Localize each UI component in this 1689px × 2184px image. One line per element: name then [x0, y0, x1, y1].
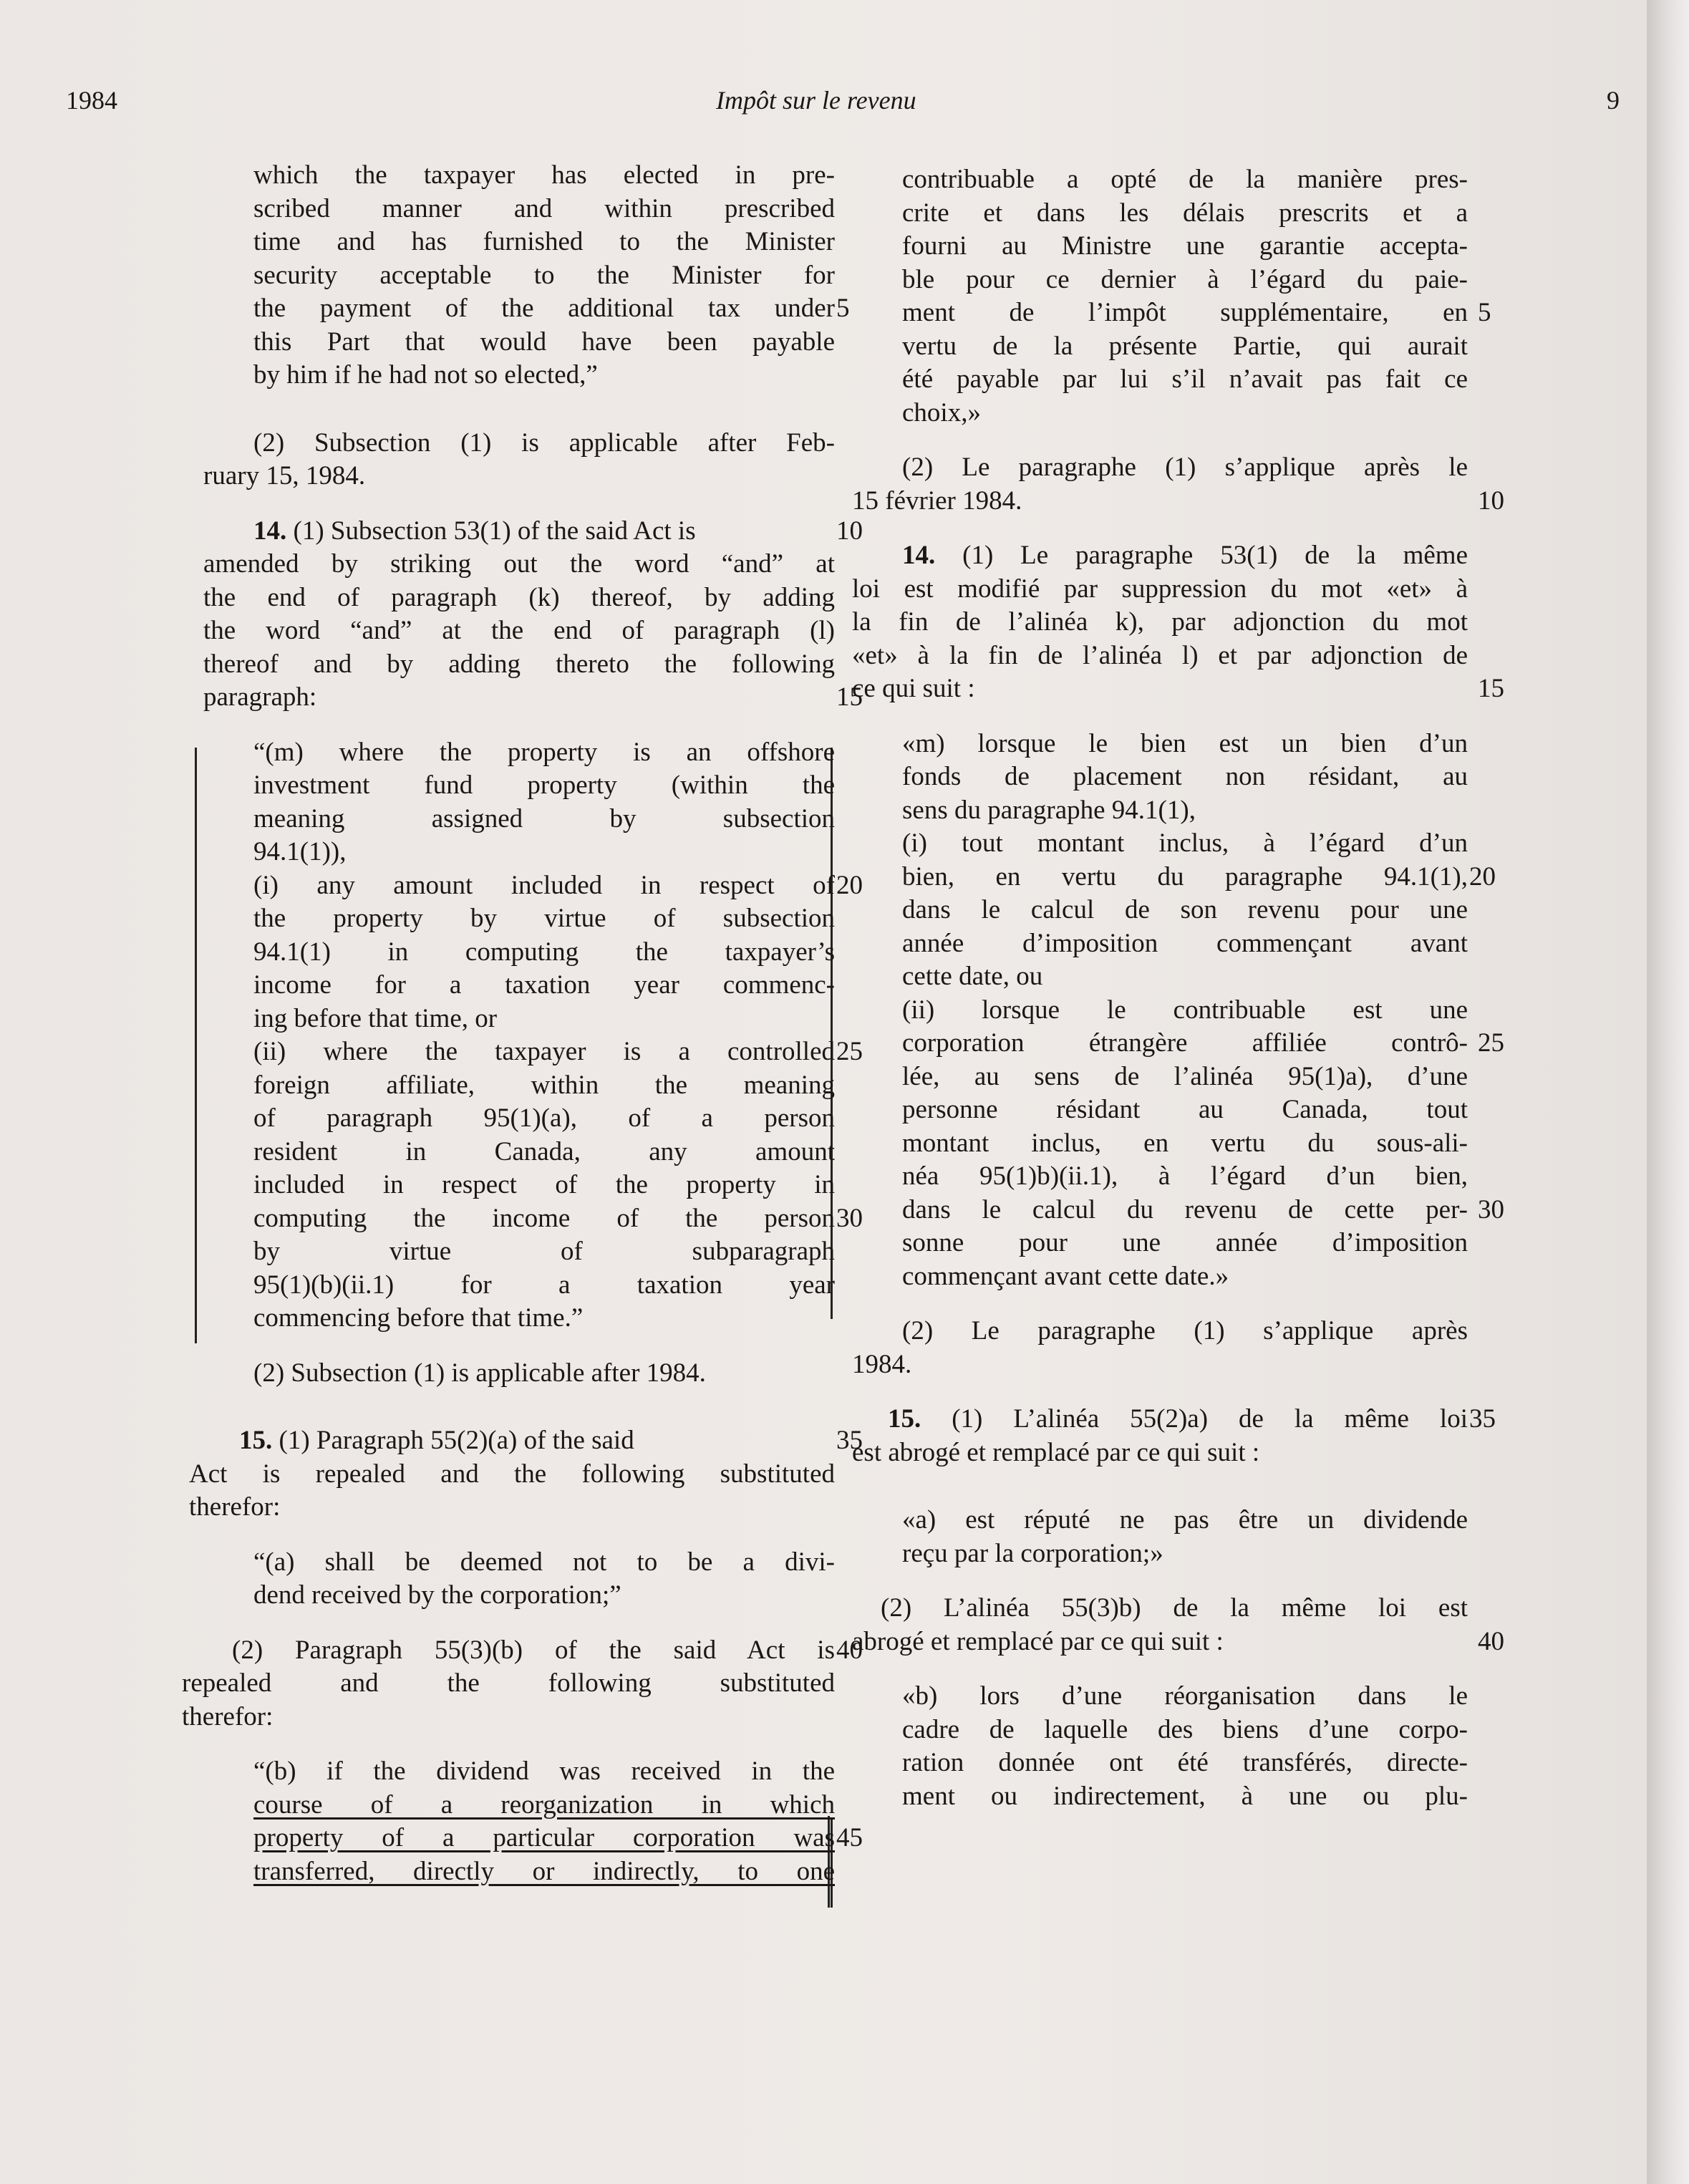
text-line: (2) Paragraph 55(3)(b) of the said Act is — [232, 1635, 835, 1665]
text-line: investment fund property (within the — [253, 770, 835, 800]
text-line: est abrogé et remplacé par ce qui suit : — [852, 1437, 1260, 1467]
section-number-14: 14. — [253, 516, 287, 546]
line-number: 25 — [1478, 1028, 1504, 1058]
section-number-15: 15. — [239, 1426, 273, 1455]
text-line: «et» à la fin de l’alinéa l) et par adjonction de — [852, 640, 1468, 670]
text-line: ce qui suit : — [852, 674, 975, 703]
text-line: therefor: — [189, 1492, 281, 1522]
text-line: personne résidant au Canada, tout — [902, 1095, 1468, 1124]
text-line: commençant avant cette date.» — [902, 1261, 1229, 1291]
page-edge — [1647, 0, 1689, 2184]
text-line: ble pour ce dernier à l’égard du paie- — [902, 264, 1468, 294]
section-number-15: 15. — [888, 1404, 921, 1434]
en-paragraph-m — [203, 736, 863, 1335]
text-line: cadre de laquelle des biens d’une corpo- — [902, 1714, 1468, 1744]
text-line: 94.1(1) in computing the taxpayer’s — [253, 937, 835, 967]
text-line: “(a) shall be deemed not to be a divi- — [253, 1547, 835, 1577]
text-line: sonne pour une année d’imposition — [902, 1228, 1468, 1257]
text-line: dend received by the corporation;” — [253, 1580, 621, 1610]
text-line: (ii) where the taxpayer is a controlled — [253, 1037, 835, 1066]
text-line: time and has furnished to the Minister — [253, 227, 835, 256]
line-number: 30 — [1478, 1194, 1504, 1224]
text-line: (i) tout montant inclus, à l’égard d’un — [902, 828, 1468, 858]
line-number: 5 — [1478, 298, 1491, 327]
line-number: 20 — [836, 870, 863, 900]
line-number: 10 — [1478, 485, 1504, 516]
text-line: (i) any amount included in respect of — [253, 870, 835, 900]
text-line: reçu par la corporation;» — [902, 1538, 1163, 1568]
text-line: 95(1)(b)(ii.1) for a taxation year — [253, 1270, 835, 1300]
line-number: 15 — [836, 682, 863, 712]
line-number: 40 — [1478, 1626, 1504, 1656]
text-line: (2) Subsection (1) is applicable after Feb- — [253, 427, 835, 458]
text-line: the payment of the additional tax under — [253, 294, 835, 323]
line-number: 35 — [1469, 1404, 1496, 1434]
text-line: corporation étrangère affiliée contrô- — [902, 1028, 1468, 1058]
text-line: repealed and the following substituted — [182, 1668, 835, 1698]
text-line: (2) L’alinéa 55(3)b) de la même loi est — [881, 1593, 1468, 1623]
text-line: la fin de l’alinéa k), par adjonction du mot — [852, 607, 1468, 637]
text-line: vertu de la présente Partie, qui aurait — [902, 331, 1468, 361]
text-line: ment de l’impôt supplémentaire, en — [902, 298, 1468, 327]
text-line: «m) lorsque le bien est un bien d’un — [902, 728, 1468, 758]
text-line: ruary 15, 1984. — [203, 461, 366, 491]
text-line: (1) L’alinéa 55(2)a) de la même loi — [952, 1404, 1468, 1434]
text-line: ment ou indirectement, à une ou plu- — [902, 1781, 1468, 1811]
text-line: néa 95(1)b)(ii.1), à l’égard d’un bien, — [902, 1161, 1468, 1191]
text-line: amended by striking out the word “and” at — [203, 549, 835, 579]
header-year: 1984 — [66, 86, 117, 115]
header-title: Impôt sur le revenu — [716, 86, 916, 115]
text-line: “(m) where the property is an offshore — [253, 737, 835, 767]
fr-paragraph-m — [852, 728, 1504, 1294]
text-line: (2) Le paragraphe (1) s’applique après le — [902, 453, 1468, 482]
text-line: “(b) if the dividend was received in the — [253, 1757, 835, 1786]
text-line: abrogé et remplacé par ce qui suit : — [852, 1626, 1224, 1656]
text-line: included in respect of the property in — [253, 1170, 835, 1199]
line-number: 35 — [836, 1426, 863, 1455]
text-line: sens du paragraphe 94.1(1), — [902, 795, 1196, 825]
line-number: 15 — [1478, 674, 1504, 703]
text-line: fonds de placement non résidant, au — [902, 762, 1468, 791]
text-line: (ii) lorsque le contribuable est une — [902, 995, 1468, 1025]
text-line: by virtue of subparagraph — [253, 1237, 835, 1266]
text-line: computing the income of the person — [253, 1203, 835, 1233]
text-line: (1) Paragraph 55(2)(a) of the said — [279, 1426, 634, 1455]
text-line: income for a taxation year commenc- — [253, 970, 835, 1000]
text-line: security acceptable to the Minister for — [253, 260, 835, 290]
text-line: Act is repealed and the following substituted — [189, 1459, 835, 1489]
text-line: commencing before that time.” — [253, 1303, 584, 1333]
fr-paragraph-continuation — [852, 163, 1491, 430]
text-line: crite et dans les délais prescrits et a — [902, 198, 1468, 228]
text-line: ing before that time, or — [253, 1003, 498, 1033]
text-line: the word “and” at the end of paragraph (l) — [203, 616, 835, 645]
text-line: loi est modifié par suppression du mot «et» à — [852, 574, 1468, 604]
text-line: lée, au sens de l’alinéa 95(1)a), d’une — [902, 1061, 1468, 1091]
text-line: année d’imposition commençant avant — [902, 928, 1468, 958]
line-number: 45 — [836, 1823, 863, 1852]
header-page-number: 9 — [1607, 86, 1620, 115]
text-line: thereof and by adding thereto the following — [203, 649, 835, 679]
line-number: 40 — [836, 1635, 863, 1665]
text-line: 94.1(1)), — [253, 837, 347, 866]
text-line: this Part that would have been payable — [253, 327, 835, 357]
text-line: «b) lors d’une réorganisation dans le — [902, 1681, 1468, 1711]
text-line: by him if he had not so elected,” — [253, 360, 598, 390]
text-line: which the taxpayer has elected in pre- — [253, 160, 835, 190]
text-line: contribuable a opté de la manière pres- — [902, 165, 1468, 194]
text-line: été payable par lui s’il n’avait pas fait ce — [902, 364, 1468, 394]
text-line: dans le calcul de son revenu pour une — [902, 895, 1468, 924]
text-line: property of a particular corporation was — [253, 1823, 835, 1852]
text-line: ration donnée ont été transférés, directe- — [902, 1748, 1468, 1777]
text-line: paragraph: — [203, 682, 317, 712]
line-number: 25 — [836, 1037, 863, 1066]
text-line: «a) est réputé ne pas être un dividende — [902, 1505, 1468, 1535]
text-line: (2) Subsection (1) is applicable after 1984. — [253, 1358, 706, 1388]
amendment-bar-en-1 — [195, 748, 197, 1343]
text-line: of paragraph 95(1)(a), of a person — [253, 1103, 835, 1133]
text-line: dans le calcul du revenu de cette per- — [902, 1194, 1468, 1224]
text-line: 1984. — [852, 1349, 912, 1379]
line-number: 20 — [1469, 861, 1496, 892]
text-line: transferred, directly or indirectly, to one — [253, 1856, 835, 1886]
text-line: (1) Le paragraphe 53(1) de la même — [962, 541, 1468, 570]
section-number-14: 14. — [902, 541, 936, 570]
text-line: the end of paragraph (k) thereof, by adding — [203, 582, 835, 612]
text-line: resident in Canada, any amount — [253, 1136, 835, 1166]
en-paragraph-continuation — [203, 159, 850, 392]
text-line: bien, en vertu du paragraphe 94.1(1), — [902, 861, 1468, 892]
english-column — [182, 159, 863, 1888]
line-number: 5 — [836, 294, 850, 323]
french-column — [852, 163, 1504, 1813]
line-number: 30 — [836, 1203, 863, 1233]
text-line: (1) Subsection 53(1) of the said Act is — [293, 516, 696, 546]
text-line: montant inclus, en vertu du sous-ali- — [902, 1128, 1468, 1158]
text-line: the property by virtue of subsection — [253, 904, 835, 933]
text-line: foreign affiliate, within the meaning — [253, 1070, 835, 1100]
text-line: 15 février 1984. — [852, 485, 1022, 516]
text-line: therefor: — [182, 1701, 274, 1731]
text-line: cette date, ou — [902, 962, 1043, 991]
text-line: scribed manner and within prescribed — [253, 193, 835, 223]
text-line: meaning assigned by subsection — [253, 803, 835, 834]
text-line: choix,» — [902, 397, 981, 427]
text-line: course of a reorganization in which — [253, 1789, 835, 1820]
line-number: 10 — [836, 516, 863, 546]
text-line: fourni au Ministre une garantie accepta- — [902, 231, 1468, 261]
text-line: (2) Le paragraphe (1) s’applique après — [902, 1316, 1468, 1345]
